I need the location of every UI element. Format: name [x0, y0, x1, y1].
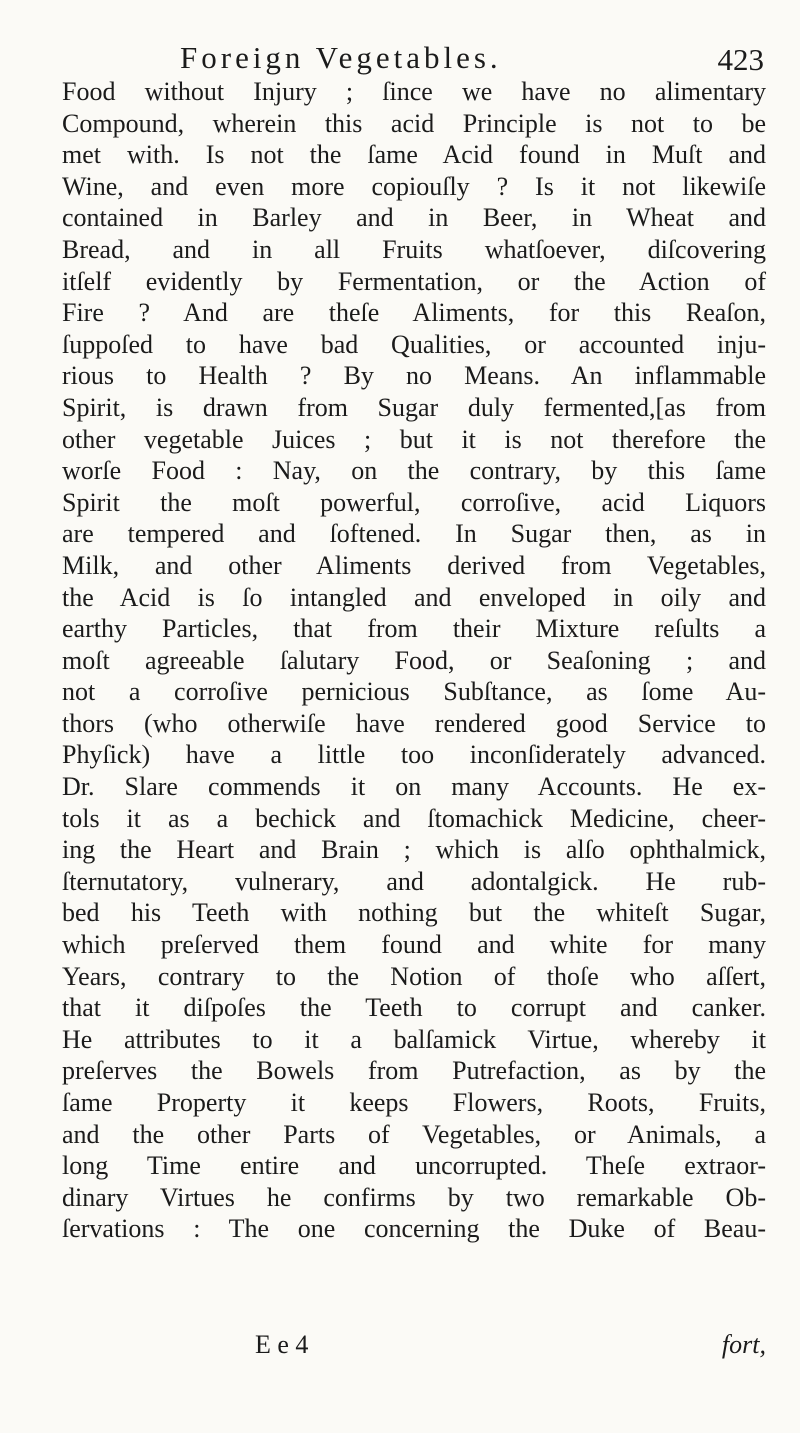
running-head: Foreign Vegetables.: [180, 40, 502, 75]
text-line: are tempered and ſoftened. In Sugar then, as in: [62, 519, 766, 549]
text-line: which preſerved them found and white for many: [62, 930, 766, 960]
text-line: and the other Parts of Vegetables, or Animals, a: [62, 1119, 766, 1149]
text-line: other vegetable Juices ; but it is not therefore the: [62, 424, 766, 454]
text-line: ſame Property it keeps Flowers, Roots, Fruits,: [62, 1088, 766, 1117]
text-line: Spirit, is drawn from Sugar duly fermented,[as from: [62, 392, 766, 422]
text-line: Dr. Slare commends it on many Accounts. He ex-: [62, 772, 766, 802]
text-line: earthy Particles, that from their Mixture reſults a: [62, 614, 766, 644]
text-line: contained in Barley and in Beer, in Wheat and: [62, 203, 766, 233]
signature-mark: E e 4: [255, 1330, 309, 1359]
body-text: [62, 76, 766, 1245]
text-line: ing the Heart and Brain ; which is alſo ophthalmick,: [62, 835, 766, 865]
text-line: Bread, and in all Fruits whatſoever, diſcovering: [62, 234, 766, 264]
text-line: dinary Virtues he confirms by two remarkable Ob-: [62, 1182, 766, 1212]
text-line: He attributes to it a balſamick Virtue, whereby it: [62, 1024, 766, 1054]
text-line: preſerves the Bowels from Putrefaction, as by the: [62, 1056, 766, 1086]
text-line: Years, contrary to the Notion of thoſe who aſſert,: [62, 961, 766, 991]
page-number: 423: [717, 42, 764, 77]
text-line: the Acid is ſo intangled and enveloped in oily and: [62, 582, 766, 612]
text-line: Spirit the moſt powerful, corroſive, acid Liquors: [62, 487, 766, 517]
text-line: Wine, and even more copiouſly ? Is it not likewiſe: [62, 171, 766, 201]
text-line: Food without Injury ; ſince we have no alimentary: [62, 77, 766, 106]
page-footer: [62, 1330, 766, 1366]
text-line: Compound, wherein this acid Principle is not to be: [62, 108, 766, 138]
text-line: itſelf evidently by Fermentation, or the Action of: [62, 266, 766, 296]
text-line: Milk, and other Aliments derived from Vegetables,: [62, 550, 766, 580]
catchword: fort,: [721, 1330, 766, 1359]
text-line: Phyſick) have a little too inconſiderately advanced.: [62, 740, 766, 770]
text-line: ſervations : The one concerning the Duke of Beau-: [62, 1214, 766, 1244]
text-line: ſternutatory, vulnerary, and adontalgick. He rub-: [62, 866, 766, 896]
text-line: moſt agreeable ſalutary Food, or Seaſoning ; and: [62, 645, 766, 675]
text-line: not a corroſive pernicious Subſtance, as ſome Au-: [62, 677, 766, 707]
text-line: rious to Health ? By no Means. An inflammable: [62, 361, 766, 391]
text-line: that it diſpoſes the Teeth to corrupt and canker.: [62, 993, 766, 1023]
text-line: worſe Food : Nay, on the contrary, by this ſame: [62, 456, 766, 486]
text-line: ſuppoſed to have bad Qualities, or accounted inju-: [62, 329, 766, 359]
text-line: bed his Teeth with nothing but the whiteſt Sugar,: [62, 898, 766, 928]
text-line: met with. Is not the ſame Acid found in Muſt and: [62, 140, 766, 170]
text-line: long Time entire and uncorrupted. Theſe extraor-: [62, 1151, 766, 1181]
text-line: tols it as a bechick and ſtomachick Medicine, cheer-: [62, 803, 766, 833]
text-line: Fire ? And are theſe Aliments, for this Reaſon,: [62, 298, 766, 328]
text-line: thors (who otherwiſe have rendered good Service to: [62, 708, 766, 738]
